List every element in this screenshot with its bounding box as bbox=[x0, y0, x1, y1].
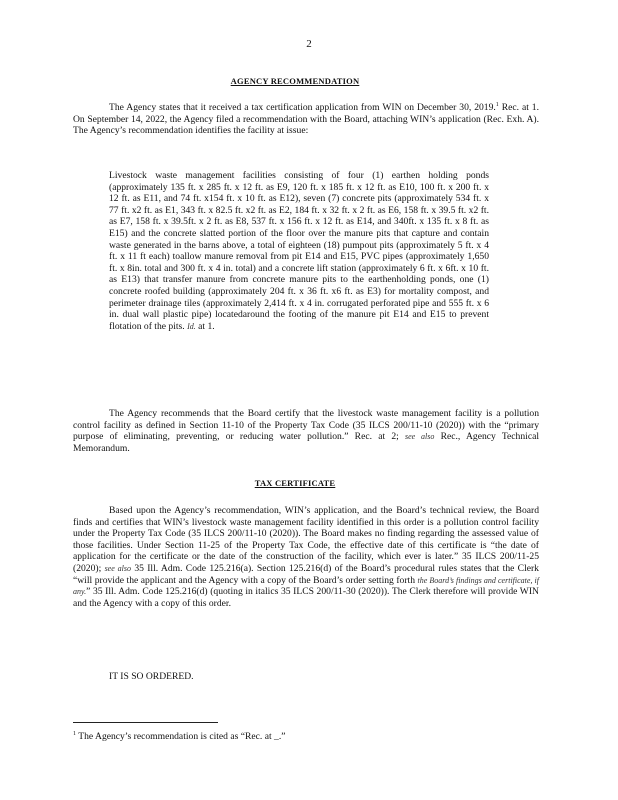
paragraph-text: The Agency recommends that the Board certify that the livestock waste management facility is a pollution control facility as defined in Section 11-10 of the Property Tax Code (35 ILCS 200/11-10 (2020)) with the “primary purpose of eliminating, preventing, or reducing water pollution.” Rec. at 2; bbox=[73, 408, 539, 443]
paragraph-text-continued: Rec., Agency Technical Memorandum. bbox=[73, 431, 539, 454]
section-heading-text: TAX CERTIFICATE bbox=[254, 478, 336, 488]
section-heading-tax-certificate bbox=[0, 478, 618, 488]
paragraph-agency-recommends bbox=[73, 408, 539, 454]
footnote-divider bbox=[73, 722, 218, 723]
block-quote-facility-description bbox=[109, 170, 489, 332]
paragraph-so-ordered bbox=[73, 671, 539, 683]
paragraph-agency-statement bbox=[73, 102, 539, 137]
italic-quote: the Board’s findings and certificate, if any. bbox=[73, 575, 540, 597]
footnote-number: 1 bbox=[73, 730, 76, 737]
paragraph-text: The Agency states that it received a tax certification application from WIN on December 30, 2019. bbox=[109, 102, 496, 113]
section-heading-agency-recommendation bbox=[0, 76, 618, 86]
signal-see-also: see also bbox=[104, 563, 132, 573]
paragraph-text-middle: 35 Ill. Adm. Code 125.216(a). Section 125.216(d) of the Board’s procedural rules states that the Clerk “will provide the applicant and the Agency with a copy of the Board’s order setting forth bbox=[73, 562, 539, 586]
signal-see-also: see also bbox=[405, 432, 435, 442]
citation-rest: at 1. bbox=[198, 320, 215, 332]
paragraph-text: IT IS SO ORDERED. bbox=[109, 671, 194, 682]
paragraph-board-findings bbox=[73, 505, 539, 609]
citation-id: Id. bbox=[187, 321, 196, 331]
section-heading-text: AGENCY RECOMMENDATION bbox=[230, 76, 360, 86]
footnote bbox=[73, 731, 286, 742]
quote-text: Livestock waste management facilities consisting of four (1) earthen holding ponds (approximately 135 ft. x 285 ft. x 12 ft. as E9, 120 ft. x 185 ft. x 12 ft. as E10, 100 ft. x 200 ft. x 12 ft. as E11, and 74 ft. x154 ft. x 10 ft. as E12), seven (7) concrete pits (approximately 534 ft. x 77 ft. x2 ft. as E1, 343 ft. x 82.5 ft. x2 ft. as E2, 184 ft. x 32 ft. x 2 ft. as E6, 158 ft. x 39.5 ft. x2 ft. as E7, 158 ft. x 39.5ft. x 2 ft. as E8, 537 ft. x 156 ft. x 12 ft. as E14, and 340ft. x 135 ft. x 8 ft. as E15) and the concrete slatted portion of the floor over the manure pits that capture and contain waste generated in the barns above, a total of eighteen (18) pumpout pits (approximately 5 ft. x 4 ft. x 11 ft each) toallow manure removal from pit E14 and E15, PVC pipes (approximately 1,650 ft. x 8in. total and 300 ft. x 4 in. total) and a concrete lift station (approximately 6 ft. x 6ft. x 10 ft. as E13) that transfer manure from concrete manure pits to the earthenholding ponds, one (1) concrete roofed building (approximately 204 ft. x 36 ft. x6 ft. as E3) for mortality compost, and perimeter drainage tiles (approximately 2,414 ft. x 4 in. corrugated perforated pipe and 555 ft. x 6 in. dual wall plastic pipe) locatedaround the footing of the manure pit E14 and E15 to prevent flotation of the pits. bbox=[109, 170, 489, 332]
paragraph-text-continued: Rec. at 1. On September 14, 2022, the Agency filed a recommendation with the Board, attaching WIN’s application (Rec. Exh. A). The Agency’s recommendation identifies the facility at issue: bbox=[73, 102, 539, 137]
paragraph-text: Based upon the Agency’s recommendation, WIN’s application, and the Board’s technical review, the Board finds and certifies that WIN’s livestock waste management facility identified in this order is a pollution control facility under the Property Tax Code (35 ILCS 200/11-10 (2020)). The Board makes no finding regarding the assessed value of those facilities. Under Section 11-25 of the Property Tax Code, the effective date of this certificate is “the date of application for the certificate or the date of the construction of the facility, which ever is later.” 35 ILCS 200/11-25 (2020); bbox=[73, 505, 539, 574]
footnote-text: The Agency’s recommendation is cited as “Rec. at _.” bbox=[78, 731, 286, 742]
footnote-reference[interactable]: 1 bbox=[495, 101, 499, 108]
page-number: 2 bbox=[306, 38, 312, 50]
paragraph-text-end: ” 35 Ill. Adm. Code 125.216(d) (quoting in italics 35 ILCS 200/11-30 (2020)). The Clerk therefore will provide WIN and the Agency with a copy of this order. bbox=[73, 586, 539, 609]
